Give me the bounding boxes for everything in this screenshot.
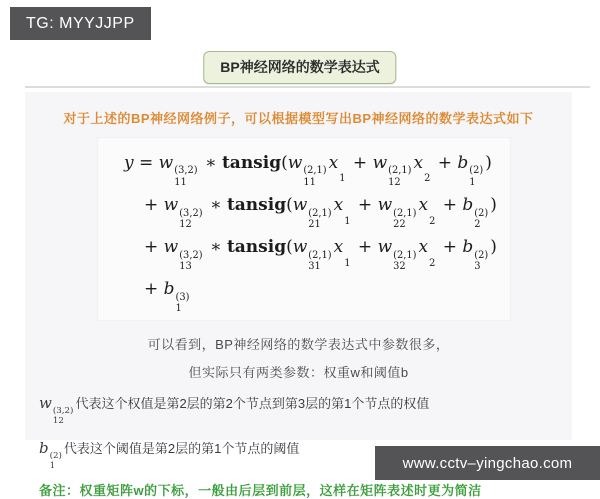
observation-text-2: 但实际只有两类参数：权重w和阈值b <box>188 365 409 381</box>
formula-line-2: + w (3,2) 12 ∗ tansig(w (2,1) 21 x 1 + w (2,1) 22 x 2 + b (2) 2 ) <box>144 195 497 230</box>
definition-bias: b (2) 1 代表这个阈值是第2层的第1个节点的阈值 <box>39 439 300 471</box>
note-text: 备注：权重矩阵w的下标，一般由后层到前层，这样在矩阵表述时更为简洁 <box>39 482 482 498</box>
observation-text-1: 可以看到，BP神经网络的数学表达式中参数很多， <box>147 337 450 353</box>
page-title: BP神经网络的数学表达式 <box>203 51 396 84</box>
divider <box>25 86 590 88</box>
formula-line-1: y = w (3,2) 11 ∗ tansig(w (2,1) 11 x 1 + w (2,1) 12 x 2 + b (2) 1 ) <box>124 153 492 188</box>
footer-watermark: www.cctv–yingchao.com <box>375 446 600 480</box>
watermark-badge: TG: MYYJJPP <box>10 7 151 40</box>
definition-weight: w (3,2) 12 代表这个权值是第2层的第2个节点到第3层的第1个节点的权值 <box>39 394 430 427</box>
formula-block <box>98 138 510 320</box>
formula-line-3: + w (3,2) 13 ∗ tansig(w (2,1) 31 x 1 + w (2,1) 32 x 2 + b (2) 3 ) <box>144 237 497 272</box>
intro-text: 对于上述的BP神经网络例子，可以根据模型写出BP神经网络的数学表达式如下 <box>63 111 534 126</box>
formula-line-4: + b (3) 1 <box>144 279 190 314</box>
